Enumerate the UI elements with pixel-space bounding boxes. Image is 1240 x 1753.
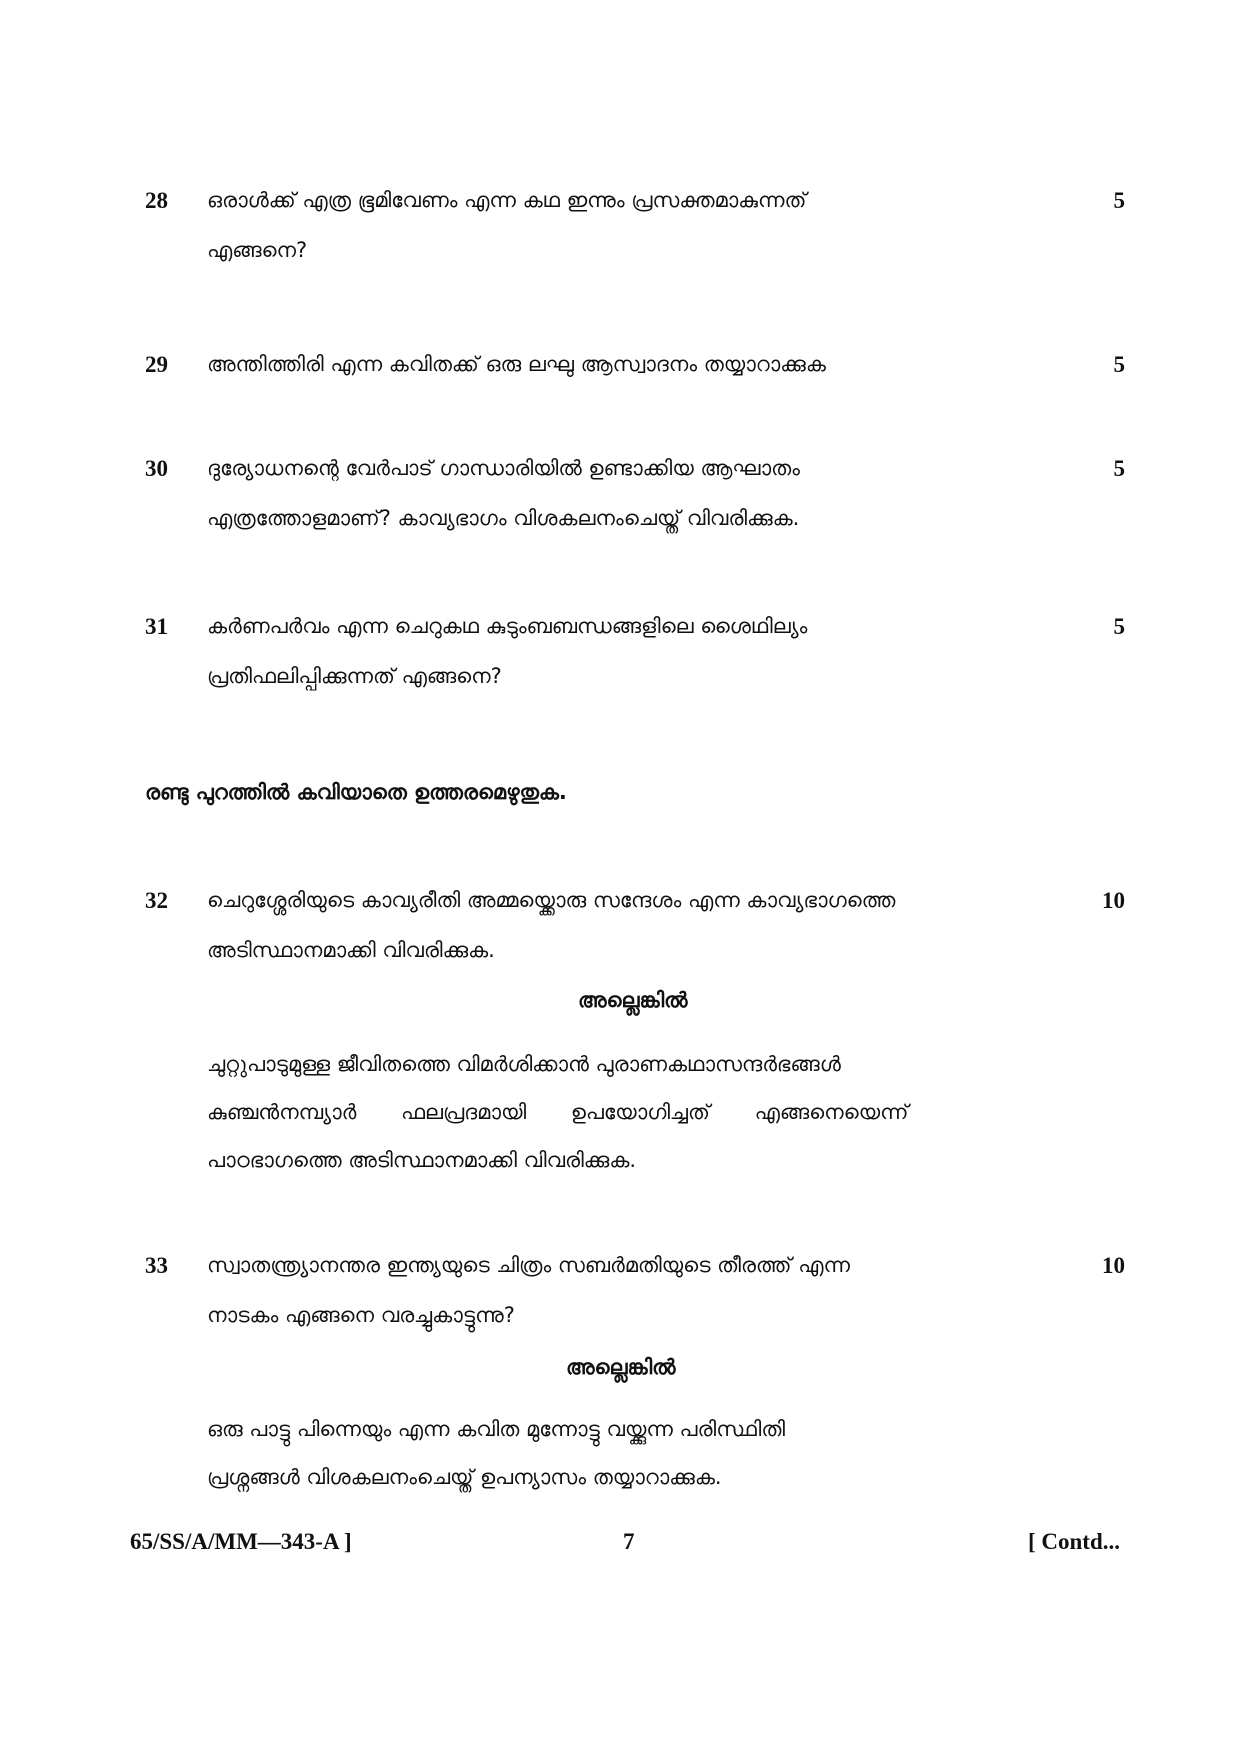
question-number: 33 (145, 1253, 168, 1278)
question-line: എങ്ങനെ? (207, 238, 308, 262)
question-number: 32 (145, 888, 168, 913)
question-number: 28 (145, 188, 168, 213)
question-marks: 5 (1113, 456, 1125, 481)
alternative-question-text (207, 1405, 1035, 1501)
question-line: അന്തിത്തിരി എന്ന കവിതക്ക് ഒരു ലഘു ആസ്വാദനം തയ്യാറാക്കുക (207, 352, 826, 376)
alternative-line: പ്രശ്നങ്ങൾ വിശകലനംചെയ്ത് ഉപന്യാസം തയ്യാറാക്കുക. (207, 1465, 722, 1489)
question-line: ചെറുശ്ശേരിയുടെ കാവ്യരീതി അമ്മയ്ക്കൊരു സന്ദേശം എന്ന കാവ്യഭാഗത്തെ (207, 888, 896, 912)
alternative-line: പാഠഭാഗത്തെ അടിസ്ഥാനമാക്കി വിവരിക്കുക. (207, 1148, 637, 1172)
alternative-line: ഒരു പാട്ടു പിന്നെയും എന്ന കവിത മുന്നോട്ടു വയ്ക്കുന്ന പരിസ്ഥിതി (207, 1417, 786, 1441)
alternative-line-text: ചുറ്റുപാടുമുള്ള ജീവിതത്തെ വിമർശിക്കാൻ പുരാണകഥാസന്ദർഭങ്ങൾ (207, 1052, 841, 1076)
or-label: അല്ലെങ്കിൽ (578, 988, 688, 1012)
question-line: ഒരാൾക്ക് എത്ര ഭൂമിവേണം എന്ന കഥ ഇന്നും പ്രസക്തമാകുന്നത് (207, 188, 807, 212)
alternative-line: കുഞ്ചൻനമ്പ്യാർ ഫലപ്രദമായി ഉപയോഗിച്ചത് എങ്ങനെയെന്ന് (207, 1100, 909, 1124)
question-line: സ്വാതന്ത്ര്യാനന്തര ഇന്ത്യയുടെ ചിത്രം സബർമതിയുടെ തീരത്ത് എന്ന (207, 1253, 850, 1277)
page-footer (130, 1529, 1120, 1559)
question-marks: 5 (1113, 352, 1125, 377)
question-marks: 10 (1102, 888, 1125, 913)
question-text (207, 1240, 850, 1340)
question-marks: 5 (1113, 614, 1125, 639)
or-label: അല്ലെങ്കിൽ (566, 1355, 676, 1379)
alternative-line (207, 1040, 1035, 1088)
section-instruction: രണ്ടു പുറത്തിൽ കവിയാതെ ഉത്തരമെഴുതുക. (145, 780, 567, 804)
question-text (207, 339, 826, 389)
continued-label: [ Contd... (1027, 1529, 1120, 1554)
question-line: ദുര്യോധനന്റെ വേർപാട് ഗാന്ധാരിയിൽ ഉണ്ടാക്കിയ ആഘാതം (207, 456, 800, 480)
paper-code: 65/SS/A/MM—343-A ] (130, 1529, 352, 1554)
question-number: 29 (145, 352, 168, 377)
question-text (207, 601, 807, 701)
question-text (207, 875, 895, 975)
question-line: പ്രതിഫലിപ്പിക്കുന്നത് എങ്ങനെ? (207, 664, 502, 688)
question-number: 31 (145, 614, 168, 639)
question-line: നാടകം എങ്ങനെ വരച്ചുകാട്ടുന്നു? (207, 1303, 515, 1327)
question-marks: 10 (1102, 1253, 1125, 1278)
question-line: കർണപർവം എന്ന ചെറുകഥ കുടുംബബന്ധങ്ങളിലെ ശൈഥില്യം (207, 614, 808, 638)
question-number: 30 (145, 456, 168, 481)
question-marks: 5 (1113, 188, 1125, 213)
question-line: എത്രത്തോളമാണ്? കാവ്യഭാഗം വിശകലനംചെയ്ത് വിവരിക്കുക. (207, 506, 800, 530)
question-text (207, 443, 800, 543)
question-text (207, 175, 806, 275)
question-line: അടിസ്ഥാനമാക്കി വിവരിക്കുക. (207, 938, 495, 962)
alternative-question-text (207, 1040, 1035, 1184)
page-number: 7 (623, 1529, 635, 1554)
